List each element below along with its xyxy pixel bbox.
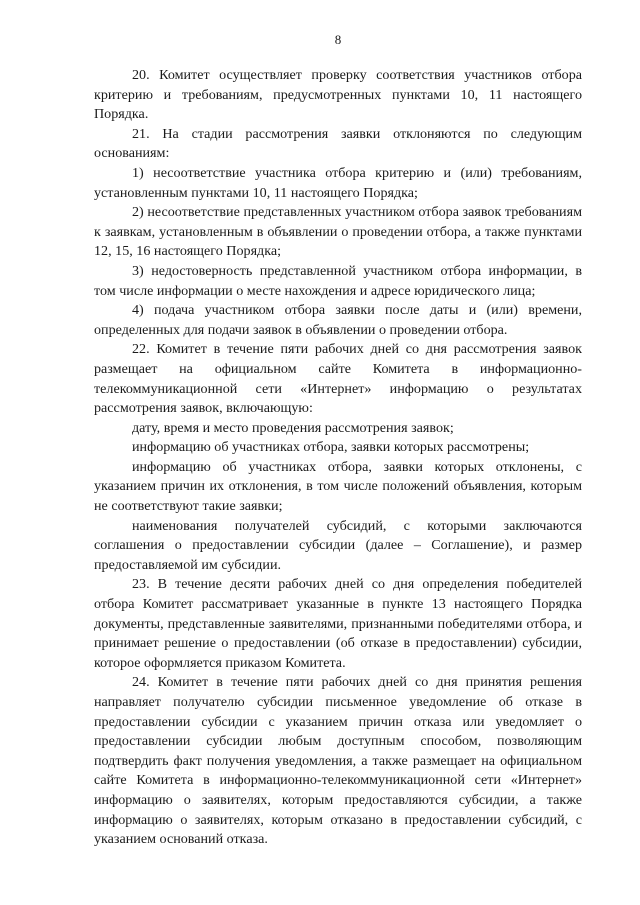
list-item-21-2: 2) несоответствие представленных участником отбора заявок требованиям к заявкам, установленным в объявлении о проведении отбора, а также пунктами 12, 15, 16 настоящего Порядка;: [94, 204, 582, 260]
list-item-21-3: 3) недостоверность представленной участником отбора информации, в том числе информации о месте нахождения и адресе юридического лица;: [94, 262, 582, 299]
paragraph-20: 20. Комитет осуществляет проверку соответствия участников отбора критерию и требованиям, предусмотренных пунктами 10, 11 настоящего Порядка.: [94, 67, 582, 123]
paragraph-24: 24. Комитет в течение пяти рабочих дней со дня принятия решения направляет получателю субсидии письменное уведомление об отказе в предоставлении субсидии с указанием причин отказа или уведомляет о предоставлении субсидии любым доступным способом, позволяющим подтвердить факт получения уведомления, а также размещает на официальном сайте Комитета в информационно-телекоммуникационной сети «Интернет» информацию о заявителях, которым предоставляются субсидии, а также информацию о заявителях, которым отказано в предоставлении субсидий, с указанием оснований отказа.: [94, 674, 582, 848]
list-item-22-1: дату, время и место проведения рассмотрения заявок;: [132, 419, 454, 436]
list-item-22-3: информацию об участниках отбора, заявки которых отклонены, с указанием причин их отклонения, в том числе положений объявления, которым не соответствуют такие заявки;: [94, 458, 582, 515]
list-item-21-1: 1) несоответствие участника отбора критерию и (или) требованиям, установленным пунктами 10, 11 настоящего Порядка;: [94, 164, 582, 201]
paragraph-22: 22. Комитет в течение пяти рабочих дней со дня рассмотрения заявок размещает на официальном сайте Комитета в информационно-телекоммуникационной сети «Интернет» информацию о результатах рассмотрения заявок, включающую:: [94, 341, 582, 417]
list-item-22-4: наименования получателей субсидий, с которыми заключаются соглашения о предоставлении субсидии (далее – Соглашение), и размер предоставляемой им субсидии.: [94, 517, 582, 573]
list-item-22-2: информацию об участниках отбора, заявки которых рассмотрены;: [132, 439, 530, 456]
list-item-21-4: 4) подача участником отбора заявки после даты и (или) времени, определенных для подачи заявок в объявлении о проведении отбора.: [94, 302, 582, 338]
document-body: [94, 66, 582, 850]
page-number: 8: [334, 32, 342, 47]
paragraph-21: 21. На стадии рассмотрения заявки отклоняются по следующим основаниям:: [94, 125, 582, 162]
paragraph-23: 23. В течение десяти рабочих дней со дня определения победителей отбора Комитет рассматривает указанные в пункте 13 настоящего Порядка документы, представленные заявителями, признанными победителями отбора, и принимает решение о предоставлении (об отказе в предоставлении) субсидии, которое оформляется приказом Комитета.: [94, 576, 582, 671]
